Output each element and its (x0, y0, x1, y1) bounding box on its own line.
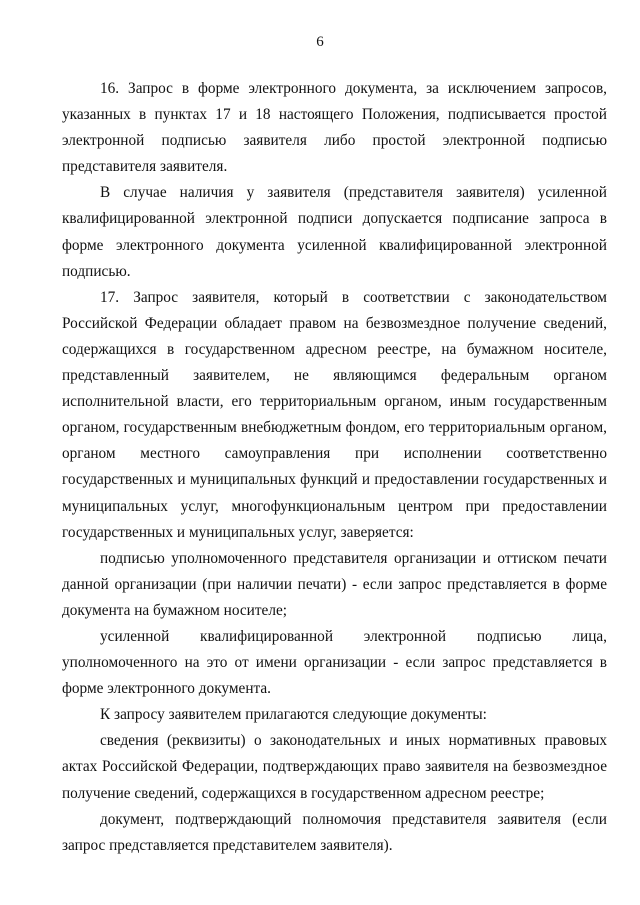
paragraph-16-qualified-signature: В случае наличия у заявителя (представителя заявителя) усиленной квалифицированной электронной подписи допускается подписание запроса в форме электронного документа усиленной квалифицированной электронной подписью. (62, 184, 607, 280)
paragraph-17-electronic-signature: усиленной квалифицированной электронной подписью лица, уполномоченного на это от имени организации - если запрос представляется в форме электронного документа. (62, 627, 607, 698)
paragraph-attachments-intro: К запросу заявителем прилагаются следующие документы: (100, 706, 487, 724)
paragraph-16: 16. Запрос в форме электронного документа, за исключением запросов, указанных в пунктах 17 и 18 настоящего Положения, подписывается простой электронной подписью заявителя либо простой электронной подписью представителя заявителя. (62, 80, 607, 176)
paragraph-attachment-authority: документ, подтверждающий полномочия представителя заявителя (если запрос представляется представителем заявителя). (62, 810, 607, 854)
paragraph-17: 17. Запрос заявителя, который в соответствии с законодательством Российской Федерации обладает правом на безвозмездное получение сведений, содержащихся в государственном адресном реестре, на бумажном носителе, представленный заявителем, не являющимся федеральным органом исполнительной власти, его территориальным органом, иным государственным органом, государственным внебюджетным фондом, его территориальным органом, органом местного самоуправления при исполнении соответственно государственных и муниципальных функций и предоставлении государственных и муниципальных услуг, многофункциональным центром при предоставлении государственных и муниципальных услуг, заверяется: (62, 288, 607, 541)
page-number: 6 (316, 34, 324, 50)
paragraph-17-paper-signature: подписью уполномоченного представителя организации и оттиском печати данной организации (при наличии печати) - если запрос представляется в форме документа на бумажном носителе; (62, 549, 607, 619)
document-body (62, 76, 607, 859)
paragraph-attachment-legal-acts: сведения (реквизиты) о законодательных и иных нормативных правовых актах Российской Федерации, подтверждающих право заявителя на безвозмездное получение сведений, содержащихся в государственном адресном реестре; (62, 732, 607, 802)
